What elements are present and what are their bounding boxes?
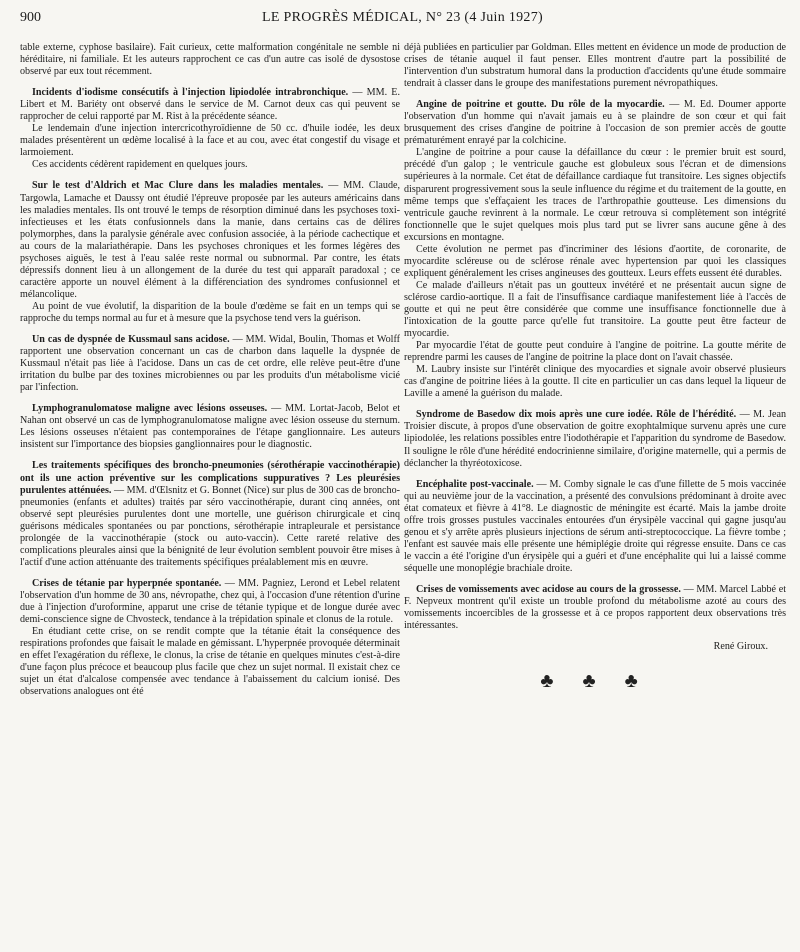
article-vomissements [404, 584, 786, 632]
article-encephalite [404, 479, 786, 575]
paragraph: L'angine de poitrine a pour cause la défaillance du cœur : le premier bruit est sourd, précédé d'un galop ; le ventricule gauche est globuleux sous l'écran et de dimensions supérieures à la normale. Cet état de défaillance cardiaque fut transitoire. Les signes objectifs disparurent progressivement sous la seule influence du régime et du traitement de la goutte, en même temps que s'effaçaient les traces de l'arthropathie goutteuse. Les dimensions du ventricule gauche revinrent à la normale. Le cœur retrouva si complètement son intégrité fonctionnelle que le sujet quelques mois plus tard put se livrer sans aucune gêne à des excursions en montagne. [404, 147, 786, 243]
article-tetanie [20, 578, 400, 698]
page-header [20, 8, 785, 28]
paragraph: En étudiant cette crise, on se rendit compte que la tétanie était la conséquence des respirations profondes que faisait le malade en gémissant. L'hyperpnée provoquée déterminait en effet l'exagération du réflexe, le clonus, la crise de tétanie en quelques minutes c'est-à-dire d'une façon plus précoce et beaucoup plus facile que chez un sujet normal. Il existait chez ce sujet un état d'alcalose compensée avec tendance à l'abaissement du calcium ionisé. Des observations analogues ont été [20, 626, 400, 698]
paragraph: — M. Jean Troisier discute, à propos d'une observation de goitre exophtalmique survenu après une cure lipiodolée, les relations possibles entre l'iodothérapie et l'apparition du syndrome de Basedow. Il souligne le rôle d'une hérédité endocrinienne similaire, d'origine maternelle, qui a permis de déclancher la thyréotoxicose. [404, 409, 786, 469]
article-heading: Encéphalite post-vaccinale. [416, 478, 534, 490]
article-lymphogranulomatose [20, 403, 400, 451]
article-aldrich-test [20, 180, 400, 325]
article-angine-goutte [404, 99, 786, 400]
article-broncho-pneumonies [20, 460, 400, 568]
paragraph: Le lendemain d'une injection intercricothyroïdienne de 50 cc. d'huile iodée, les deux malades présentèrent un œdème localisé à la face et au cou, avec état congestif du visage et larmoiement. [20, 123, 400, 159]
article-basedow [404, 409, 786, 469]
paragraph: — MM. Lortat-Jacob, Belot et Nahan ont observé un cas de lymphogranulomatose maligne avec lésion osseuse du sternum. Les lésions osseuses n'étaient pas contemporaines de l'étape ganglionnaire. Les auteurs insistent sur l'importance des biopsies ganglionnaires pour le diagnostic. [20, 403, 400, 451]
journal-title: LE PROGRÈS MÉDICAL, N° 23 (4 Juin 1927) [262, 10, 543, 25]
right-column [404, 42, 786, 942]
paragraph: — MM. Claude, Targowla, Lamache et Daussy ont étudié l'épreuve proposée par les auteurs américains dans les maladies mentales. Ils ont trouvé le temps de résorption diminué dans les psychoses toxi-infectieuses et les états confusionnels dans la manie, dans certains cas de délires polymorphes, dans la paralysie générale avec confusion associée, à la période cachectique et au cours de la malariathérapie. Dans les psychoses chroniques et les formes légères des psychoses aiguës, le test à l'eau salée reste normal ou subnormal. Par contre, les états dépressifs donnent lieu à un allongement de la durée du test qui apparaît paradoxal ; ce caractère apporte un nouvel élément à la différenciation des syndromes confusionnel et mélancolique. [20, 180, 400, 300]
article-heading: Syndrome de Basedow dix mois après une cure iodée. Rôle de l'hérédité. [416, 409, 737, 421]
left-column [20, 42, 400, 942]
paragraph: M. Laubry insiste sur l'intérêt clinique des myocardies et signale avoir observé plusieurs cas d'angine de poitrine liées à la goutte. Il cite en particulier un cas dans lequel la liqueur de Laville a amené la guérison du malade. [404, 364, 786, 400]
paragraph: déjà publiées en particulier par Goldman. Elles mettent en évidence un mode de production de crises de tétanie auquel il faut penser. Elles montrent d'autre part la possibilité de l'intervention d'un substratum humoral dans la production d'accidents qu'une étude sommaire tendrait à classer dans le groupe des manifestations purement névropathiques. [404, 42, 786, 90]
paragraph: — MM. Pagniez, Lerond et Lebel relatent l'observation d'un homme de 30 ans, névropathe, chez qui, à l'occasion d'une rétention d'urine due à l'injection d'uroformine, apparut une crise de tétanie typique et de longue durée avec demi-conscience signe de Chvosteck, tendance à la trépidation spinale et clonus de la rotule. [20, 577, 400, 626]
paragraph: — M. Ed. Doumer apporte l'observation d'un homme qui n'avait jamais eu à se plaindre de son cœur et qui fait brusquement des crises d'angine de poitrine à l'occasion de son premier accès de goutte prématurément enrayé par la colchicine. [404, 99, 786, 147]
ornament-icon: ♣ ♣ ♣ [540, 670, 650, 693]
article-heading: Lymphogranulomatose maligne avec lésions osseuses. [32, 403, 268, 415]
article-continuation [20, 42, 400, 78]
article-iodisme [20, 87, 400, 171]
paragraph: Ce malade d'ailleurs n'était pas un goutteux invétéré et ne présentait aucun signe de sclérose cardio-aortique. Il a fait de l'insuffisance cardiaque manifestement liée à l'accès de goutte et qui ne peut être considérée que comme une insuffisance fonctionnelle due à l'intoxication de la goutte parce qu'elle fut transitoire. La goutte peut être facteur de myocardie. [404, 279, 786, 340]
article-kussmaul [20, 334, 400, 394]
paragraph: Au point de vue évolutif, la disparition de la boule d'œdème se fait en un temps qui se rapproche du temps normal au fur et à mesure que la psychose tend vers la guérison. [20, 300, 400, 324]
paragraph: Cette évolution ne permet pas d'incriminer des lésions d'aortite, de coronarite, de myocardite scléreuse ou de sclérose rénale avec hypertension par quoi les classiques expliquent généralement les crises angineuses des goutteux. Leurs effets eussent été durables. [404, 243, 786, 279]
paragraph: table externe, cyphose basilaire). Fait curieux, cette malformation congénitale ne semble ni héréditaire, ni familiale. Et les auteurs rapprochent ce cas d'un autre cas isolé de dysostose observé par eux tout récemment. [20, 42, 400, 78]
paragraph: Ces accidents cédèrent rapidement en quelques jours. [32, 159, 248, 171]
author-signature: René Giroux. [713, 641, 768, 653]
paragraph: — M. Comby signale le cas d'une fillette de 5 mois vaccinée qui au neuvième jour de la vaccination, a présenté des convulsions prédominant à droite avec état comateux et fièvre à 41°8. Le diagnostic de méningite est écarté. Mais la jambe droite offre trois grosses pustules vaccinales entourées d'un érysipèle vaccinal qui gagne jusqu'au genou et s'y arrête après plusieurs injections de sérum anti-streptococcique. La fièvre tombe ; l'enfant est sauvée mais elle présente une hémiplégie droite qui régresse ensuite. Dans ce cas le vaccin a été l'origine d'un érysipèle qui a guéri et d'une encéphalite qui lui a laissé comme séquelle une monoplégie brachiale droite. [404, 478, 786, 574]
page-number: 900 [20, 10, 41, 25]
article-heading: Un cas de dyspnée de Kussmaul sans acidose. [32, 334, 230, 346]
article-heading: Angine de poitrine et goutte. Du rôle de la myocardie. [416, 99, 665, 111]
paragraph: — MM. E. Libert et M. Bariéty ont observé dans le service de M. Carnot deux cas qui peuvent se rapprocher de celui rapporté par M. Rist à la précédente séance. [20, 87, 400, 123]
article-heading: Crises de tétanie par hyperpnée spontanée. [32, 577, 222, 589]
article-heading: Les traitements spécifiques des broncho-pneumonies (sérothérapie vaccinothérapie) ont ils une action préventive sur les complications suppuratives ? Les pleurésies purulentes atténuées. [20, 460, 400, 496]
article-heading: Incidents d'iodisme consécutifs à l'injection lipiodolée intrabronchique. [32, 87, 349, 99]
article-heading: Sur le test d'Aldrich et Mac Clure dans les maladies mentales. [32, 180, 324, 192]
article-heading: Crises de vomissements avec acidose au cours de la grossesse. [416, 583, 681, 595]
article-continuation [404, 42, 786, 90]
paragraph: — MM. d'Œlsnitz et G. Bonnet (Nice) sur plus de 300 cas de broncho-pneumonies (enfants et adultes) traités par séro vaccinothérapie, durant cinq années, ont observé sept pleurésies purulentes dont une mortelle, une guérison chirurgicale et cinq guérisons médicales spontanées ou par ponctions, sérothérapie intrapleurale et persistance prolongée de la vaccinothérapie (stock ou auto-vaccin). Cette rareté relative des complications pleurales ainsi que la bénignité de leur évolution semblent pouvoir être mises à l'actif d'une action atténuante des traitements spécifiques préalablement mis en œuvre. [20, 484, 400, 568]
paragraph: Par myocardie l'état de goutte peut conduire à l'angine de poitrine. La goutte mérite de reprendre parmi les causes de l'angine de poitrine la place dont on l'avait chassée. [404, 340, 786, 364]
paragraph: — MM. Widal, Boulin, Thomas et Wolff rapportent une observation concernant un cas de charbon dans laquelle la dyspnée de Kussmaul n'était pas liée à l'acidose. Dans un cas de cet ordre, elle relève peut-être d'une irritation du bulbe par des toxines microbiennes ou par les produits d'un métabolisme vicié par l'infection. [20, 334, 400, 394]
paragraph: — MM. Marcel Labbé et F. Nepveux montrent qu'il existe un trouble profond du métabolisme azoté au cours des vomissements incoercibles de la grossesse et à ce propos rapportent deux observations très intéressantes. [404, 583, 786, 632]
